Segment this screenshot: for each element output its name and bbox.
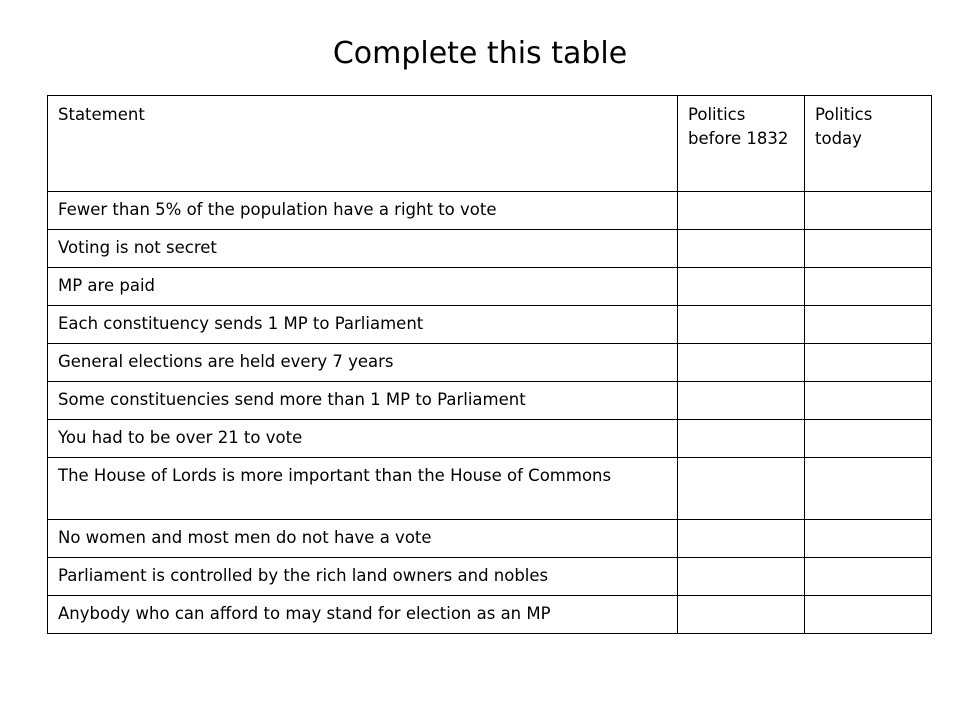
table-row [48,268,932,306]
table-header-row [48,96,932,192]
today-cell[interactable] [805,382,932,420]
statement-cell: MP are paid [48,268,678,306]
header-politics-today: Politics today [805,96,932,192]
today-cell[interactable] [805,458,932,520]
table-row [48,192,932,230]
statement-cell: Some constituencies send more than 1 MP to Parliament [48,382,678,420]
table-row [48,344,932,382]
table-row [48,520,932,558]
today-cell[interactable] [805,520,932,558]
statement-cell: Voting is not secret [48,230,678,268]
statement-cell: You had to be over 21 to vote [48,420,678,458]
today-cell[interactable] [805,558,932,596]
before-1832-cell[interactable] [678,558,805,596]
statement-cell: Anybody who can afford to may stand for election as an MP [48,596,678,634]
before-1832-cell[interactable] [678,344,805,382]
statement-cell: The House of Lords is more important than the House of Commons [48,458,678,520]
before-1832-cell[interactable] [678,458,805,520]
statement-cell: General elections are held every 7 years [48,344,678,382]
before-1832-cell[interactable] [678,596,805,634]
before-1832-cell[interactable] [678,382,805,420]
comparison-table [47,95,932,634]
before-1832-cell[interactable] [678,306,805,344]
table-row [48,230,932,268]
header-statement: Statement [48,96,678,192]
before-1832-cell[interactable] [678,230,805,268]
table-row [48,458,932,520]
table-row [48,558,932,596]
today-cell[interactable] [805,596,932,634]
today-cell[interactable] [805,230,932,268]
before-1832-cell[interactable] [678,520,805,558]
table-row [48,306,932,344]
statement-cell: Each constituency sends 1 MP to Parliament [48,306,678,344]
before-1832-cell[interactable] [678,420,805,458]
page-title: Complete this table [332,36,628,71]
statement-cell: Fewer than 5% of the population have a right to vote [48,192,678,230]
table-row [48,596,932,634]
before-1832-cell[interactable] [678,268,805,306]
today-cell[interactable] [805,420,932,458]
today-cell[interactable] [805,192,932,230]
before-1832-cell[interactable] [678,192,805,230]
table-row [48,420,932,458]
statement-cell: Parliament is controlled by the rich land owners and nobles [48,558,678,596]
header-politics-before-1832: Politics before 1832 [678,96,805,192]
today-cell[interactable] [805,268,932,306]
today-cell[interactable] [805,306,932,344]
table-row [48,382,932,420]
statement-cell: No women and most men do not have a vote [48,520,678,558]
today-cell[interactable] [805,344,932,382]
